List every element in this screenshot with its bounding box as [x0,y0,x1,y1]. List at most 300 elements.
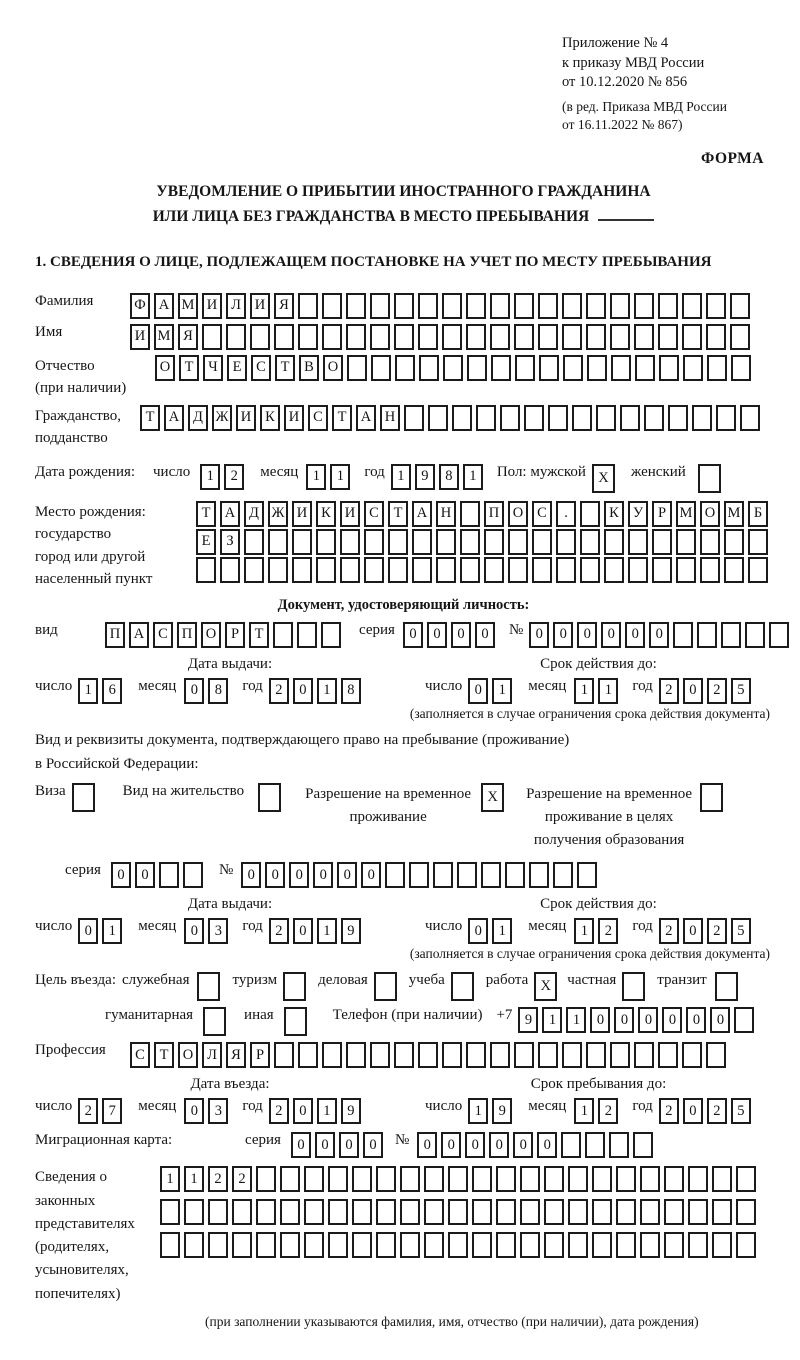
char-cell[interactable] [490,1042,510,1068]
char-cell[interactable] [712,1232,732,1258]
char-cell[interactable] [280,1232,300,1258]
char-cell[interactable]: 1 [391,464,411,490]
char-cell[interactable] [72,783,95,812]
char-cell[interactable] [644,405,664,431]
char-cell[interactable] [698,464,721,493]
purpose-transit-checkbox[interactable] [715,972,742,1001]
char-cell[interactable]: 0 [184,678,204,704]
char-cell[interactable]: 0 [577,622,597,648]
char-cell[interactable] [769,622,789,648]
char-cell[interactable]: С [251,355,271,381]
char-cell[interactable]: 1 [102,918,122,944]
char-cell[interactable]: Ч [203,355,223,381]
char-cell[interactable] [388,557,408,583]
char-cell[interactable]: Ж [212,405,232,431]
char-cell[interactable] [682,293,702,319]
char-cell[interactable]: 0 [417,1132,437,1158]
char-cell[interactable] [688,1232,708,1258]
char-cell[interactable] [609,1132,629,1158]
char-cell[interactable]: 0 [441,1132,461,1158]
char-cell[interactable] [388,529,408,555]
char-cell[interactable]: А [164,405,184,431]
purpose-official-checkbox[interactable] [197,972,224,1001]
char-cell[interactable] [515,355,535,381]
char-cell[interactable] [676,529,696,555]
char-cell[interactable] [712,1199,732,1225]
char-cell[interactable] [544,1166,564,1192]
char-cell[interactable] [442,1042,462,1068]
char-cell[interactable] [592,1166,612,1192]
char-cell[interactable]: 3 [208,918,228,944]
char-cell[interactable] [616,1199,636,1225]
char-cell[interactable]: С [364,501,384,527]
char-cell[interactable]: 0 [78,918,98,944]
char-cell[interactable] [634,293,654,319]
char-cell[interactable] [328,1199,348,1225]
char-cell[interactable]: 0 [475,622,495,648]
char-cell[interactable]: 0 [529,622,549,648]
char-cell[interactable] [736,1199,756,1225]
char-cell[interactable]: У [628,501,648,527]
char-cell[interactable] [460,557,480,583]
char-cell[interactable] [452,405,472,431]
char-cell[interactable]: 0 [135,862,155,888]
char-cell[interactable] [668,405,688,431]
char-cell[interactable]: Ж [268,501,288,527]
char-cell[interactable]: 0 [339,1132,359,1158]
char-cell[interactable] [688,1166,708,1192]
char-cell[interactable] [160,1199,180,1225]
char-cell[interactable]: О [201,622,221,648]
citizenship-cells[interactable] [140,405,764,431]
char-cell[interactable] [183,862,203,888]
char-cell[interactable] [700,529,720,555]
char-cell[interactable] [635,355,655,381]
char-cell[interactable] [730,293,750,319]
residence-valid-year-cells[interactable] [659,918,755,944]
char-cell[interactable]: 1 [463,464,483,490]
char-cell[interactable]: О [178,1042,198,1068]
char-cell[interactable] [370,293,390,319]
char-cell[interactable]: 0 [468,678,488,704]
char-cell[interactable] [292,529,312,555]
char-cell[interactable] [640,1232,660,1258]
char-cell[interactable]: 0 [537,1132,557,1158]
char-cell[interactable] [451,972,474,1001]
char-cell[interactable] [496,1166,516,1192]
char-cell[interactable]: Т [179,355,199,381]
char-cell[interactable]: М [676,501,696,527]
char-cell[interactable] [256,1232,276,1258]
char-cell[interactable] [524,405,544,431]
char-cell[interactable] [748,529,768,555]
char-cell[interactable] [316,557,336,583]
char-cell[interactable] [585,1132,605,1158]
char-cell[interactable] [208,1199,228,1225]
char-cell[interactable] [716,405,736,431]
char-cell[interactable] [628,529,648,555]
char-cell[interactable]: 0 [313,862,333,888]
char-cell[interactable] [736,1166,756,1192]
char-cell[interactable] [472,1199,492,1225]
male-checkbox[interactable] [592,464,619,493]
char-cell[interactable] [592,1232,612,1258]
char-cell[interactable] [622,972,645,1001]
char-cell[interactable] [652,557,672,583]
char-cell[interactable] [202,324,222,350]
char-cell[interactable] [620,405,640,431]
char-cell[interactable]: А [154,293,174,319]
char-cell[interactable]: 0 [241,862,261,888]
char-cell[interactable] [352,1232,372,1258]
char-cell[interactable] [244,529,264,555]
char-cell[interactable] [508,529,528,555]
char-cell[interactable] [370,1042,390,1068]
char-cell[interactable] [160,1232,180,1258]
char-cell[interactable] [748,557,768,583]
char-cell[interactable]: 9 [341,1098,361,1124]
char-cell[interactable] [508,557,528,583]
char-cell[interactable]: 8 [341,678,361,704]
char-cell[interactable]: А [220,501,240,527]
char-cell[interactable] [298,293,318,319]
char-cell[interactable] [715,972,738,1001]
char-cell[interactable]: 0 [337,862,357,888]
char-cell[interactable]: 8 [439,464,459,490]
char-cell[interactable] [659,355,679,381]
char-cell[interactable]: Л [226,293,246,319]
char-cell[interactable]: 1 [317,1098,337,1124]
birthplace-row2-cells[interactable] [196,529,772,555]
char-cell[interactable] [436,557,456,583]
purpose-humanitarian-checkbox[interactable] [203,1007,230,1036]
char-cell[interactable] [616,1232,636,1258]
char-cell[interactable] [467,355,487,381]
char-cell[interactable]: 0 [686,1007,706,1033]
char-cell[interactable] [496,1232,516,1258]
char-cell[interactable] [514,1042,534,1068]
char-cell[interactable] [700,557,720,583]
char-cell[interactable]: 0 [625,622,645,648]
char-cell[interactable]: 0 [293,678,313,704]
purpose-study-checkbox[interactable] [451,972,478,1001]
char-cell[interactable]: 0 [683,1098,703,1124]
char-cell[interactable] [394,293,414,319]
char-cell[interactable]: 2 [232,1166,252,1192]
phone-cells[interactable] [518,1007,758,1033]
char-cell[interactable]: С [153,622,173,648]
char-cell[interactable]: 8 [208,678,228,704]
char-cell[interactable]: 1 [160,1166,180,1192]
char-cell[interactable] [280,1166,300,1192]
char-cell[interactable] [692,405,712,431]
char-cell[interactable]: А [412,501,432,527]
char-cell[interactable] [304,1166,324,1192]
char-cell[interactable]: К [316,501,336,527]
char-cell[interactable]: И [340,501,360,527]
doc-issue-month-cells[interactable] [184,678,232,704]
char-cell[interactable] [268,557,288,583]
char-cell[interactable]: 0 [315,1132,335,1158]
char-cell[interactable] [412,529,432,555]
char-cell[interactable]: 0 [638,1007,658,1033]
char-cell[interactable] [232,1232,252,1258]
char-cell[interactable] [745,622,765,648]
purpose-work-checkbox[interactable] [534,972,561,1001]
char-cell[interactable] [633,1132,653,1158]
char-cell[interactable] [466,324,486,350]
char-cell[interactable]: 0 [465,1132,485,1158]
char-cell[interactable] [466,1042,486,1068]
char-cell[interactable]: Т [275,355,295,381]
char-cell[interactable]: Т [140,405,160,431]
name-cells[interactable] [130,324,754,350]
char-cell[interactable]: 2 [78,1098,98,1124]
char-cell[interactable] [520,1199,540,1225]
char-cell[interactable] [514,324,534,350]
birthplace-row3-cells[interactable] [196,557,772,583]
char-cell[interactable] [544,1199,564,1225]
char-cell[interactable] [724,529,744,555]
char-cell[interactable] [490,324,510,350]
char-cell[interactable] [706,293,726,319]
char-cell[interactable] [250,324,270,350]
char-cell[interactable]: 0 [427,622,447,648]
char-cell[interactable] [220,557,240,583]
char-cell[interactable] [604,557,624,583]
char-cell[interactable]: К [260,405,280,431]
char-cell[interactable] [197,972,220,1001]
char-cell[interactable]: 0 [601,622,621,648]
char-cell[interactable]: О [508,501,528,527]
char-cell[interactable] [544,1232,564,1258]
char-cell[interactable]: 1 [306,464,326,490]
char-cell[interactable] [556,529,576,555]
char-cell[interactable]: 0 [662,1007,682,1033]
char-cell[interactable] [322,1042,342,1068]
char-cell[interactable]: 0 [293,1098,313,1124]
char-cell[interactable]: О [155,355,175,381]
char-cell[interactable]: 2 [659,678,679,704]
char-cell[interactable]: 0 [361,862,381,888]
char-cell[interactable]: 0 [683,678,703,704]
char-cell[interactable]: Т [154,1042,174,1068]
char-cell[interactable]: К [604,501,624,527]
char-cell[interactable] [611,355,631,381]
char-cell[interactable] [634,1042,654,1068]
char-cell[interactable] [457,862,477,888]
char-cell[interactable] [697,622,717,648]
profession-cells[interactable] [130,1042,730,1068]
char-cell[interactable] [352,1199,372,1225]
entry-year-cells[interactable] [269,1098,365,1124]
char-cell[interactable]: 0 [291,1132,311,1158]
char-cell[interactable] [321,622,341,648]
char-cell[interactable] [580,501,600,527]
char-cell[interactable] [400,1232,420,1258]
char-cell[interactable] [292,557,312,583]
char-cell[interactable] [346,1042,366,1068]
char-cell[interactable] [548,405,568,431]
char-cell[interactable]: 0 [184,918,204,944]
char-cell[interactable]: О [700,501,720,527]
char-cell[interactable] [364,529,384,555]
char-cell[interactable] [385,862,405,888]
char-cell[interactable] [371,355,391,381]
char-cell[interactable]: 3 [208,1098,228,1124]
char-cell[interactable] [568,1232,588,1258]
char-cell[interactable] [572,405,592,431]
char-cell[interactable] [284,1007,307,1036]
char-cell[interactable]: Е [196,529,216,555]
char-cell[interactable] [460,529,480,555]
char-cell[interactable] [682,1042,702,1068]
char-cell[interactable] [580,529,600,555]
birth-day-cells[interactable] [200,464,248,490]
char-cell[interactable] [346,324,366,350]
char-cell[interactable] [258,783,281,812]
char-cell[interactable] [433,862,453,888]
char-cell[interactable] [328,1166,348,1192]
temp-residence-edu-checkbox[interactable] [700,783,727,812]
char-cell[interactable] [688,1199,708,1225]
char-cell[interactable]: 2 [269,918,289,944]
char-cell[interactable] [553,862,573,888]
char-cell[interactable] [640,1199,660,1225]
char-cell[interactable] [418,324,438,350]
doc-valid-year-cells[interactable] [659,678,755,704]
char-cell[interactable] [538,1042,558,1068]
char-cell[interactable] [500,405,520,431]
birth-month-cells[interactable] [306,464,354,490]
char-cell[interactable]: Р [652,501,672,527]
char-cell[interactable] [586,1042,606,1068]
char-cell[interactable] [208,1232,228,1258]
char-cell[interactable]: 1 [574,1098,594,1124]
char-cell[interactable] [628,557,648,583]
char-cell[interactable]: 9 [341,918,361,944]
char-cell[interactable]: 1 [184,1166,204,1192]
char-cell[interactable]: 0 [111,862,131,888]
char-cell[interactable] [538,293,558,319]
char-cell[interactable]: И [284,405,304,431]
char-cell[interactable] [562,324,582,350]
char-cell[interactable]: 2 [707,678,727,704]
female-checkbox[interactable] [698,464,725,493]
char-cell[interactable] [412,557,432,583]
char-cell[interactable]: 1 [78,678,98,704]
representatives-row1-cells[interactable] [160,1166,760,1192]
char-cell[interactable]: 1 [317,918,337,944]
char-cell[interactable] [520,1166,540,1192]
char-cell[interactable]: З [220,529,240,555]
char-cell[interactable]: П [484,501,504,527]
char-cell[interactable] [476,405,496,431]
residence-number-cells[interactable] [241,862,601,888]
char-cell[interactable] [604,529,624,555]
char-cell[interactable] [514,293,534,319]
migration-number-cells[interactable] [417,1132,657,1158]
stay-year-cells[interactable] [659,1098,755,1124]
char-cell[interactable]: 9 [518,1007,538,1033]
char-cell[interactable] [424,1199,444,1225]
birthplace-row1-cells[interactable] [196,501,772,527]
char-cell[interactable] [443,355,463,381]
char-cell[interactable]: И [236,405,256,431]
char-cell[interactable] [481,862,501,888]
char-cell[interactable]: 2 [659,918,679,944]
char-cell[interactable]: 2 [208,1166,228,1192]
char-cell[interactable]: Т [332,405,352,431]
char-cell[interactable]: Т [196,501,216,527]
char-cell[interactable] [409,862,429,888]
char-cell[interactable] [610,293,630,319]
char-cell[interactable] [340,529,360,555]
char-cell[interactable]: 0 [513,1132,533,1158]
entry-month-cells[interactable] [184,1098,232,1124]
char-cell[interactable]: Я [226,1042,246,1068]
residence-series-cells[interactable] [111,862,207,888]
char-cell[interactable]: 2 [598,918,618,944]
migration-series-cells[interactable] [291,1132,387,1158]
char-cell[interactable] [304,1232,324,1258]
char-cell[interactable]: 9 [492,1098,512,1124]
char-cell[interactable] [587,355,607,381]
char-cell[interactable]: 0 [553,622,573,648]
char-cell[interactable] [352,1166,372,1192]
char-cell[interactable] [376,1166,396,1192]
char-cell[interactable] [347,355,367,381]
char-cell[interactable] [592,1199,612,1225]
char-cell[interactable] [297,622,317,648]
char-cell[interactable]: . [556,501,576,527]
char-cell[interactable] [707,355,727,381]
doc-kind-cells[interactable] [105,622,345,648]
char-cell[interactable]: 2 [269,1098,289,1124]
char-cell[interactable] [658,1042,678,1068]
char-cell[interactable] [721,622,741,648]
char-cell[interactable] [673,622,693,648]
char-cell[interactable] [376,1232,396,1258]
birth-year-cells[interactable] [391,464,487,490]
char-cell[interactable] [652,529,672,555]
char-cell[interactable]: И [130,324,150,350]
char-cell[interactable]: 1 [542,1007,562,1033]
char-cell[interactable]: А [129,622,149,648]
char-cell[interactable] [706,324,726,350]
char-cell[interactable]: 1 [468,1098,488,1124]
char-cell[interactable]: 0 [710,1007,730,1033]
char-cell[interactable] [472,1232,492,1258]
char-cell[interactable] [586,324,606,350]
char-cell[interactable] [404,405,424,431]
char-cell[interactable] [610,1042,630,1068]
char-cell[interactable] [577,862,597,888]
char-cell[interactable] [226,324,246,350]
residence-valid-month-cells[interactable] [574,918,622,944]
char-cell[interactable] [256,1199,276,1225]
char-cell[interactable] [370,324,390,350]
char-cell[interactable] [394,1042,414,1068]
char-cell[interactable] [706,1042,726,1068]
char-cell[interactable] [346,293,366,319]
char-cell[interactable]: С [532,501,552,527]
residence-issue-month-cells[interactable] [184,918,232,944]
char-cell[interactable] [376,1199,396,1225]
char-cell[interactable]: 1 [317,678,337,704]
char-cell[interactable] [283,972,306,1001]
char-cell[interactable] [731,355,751,381]
